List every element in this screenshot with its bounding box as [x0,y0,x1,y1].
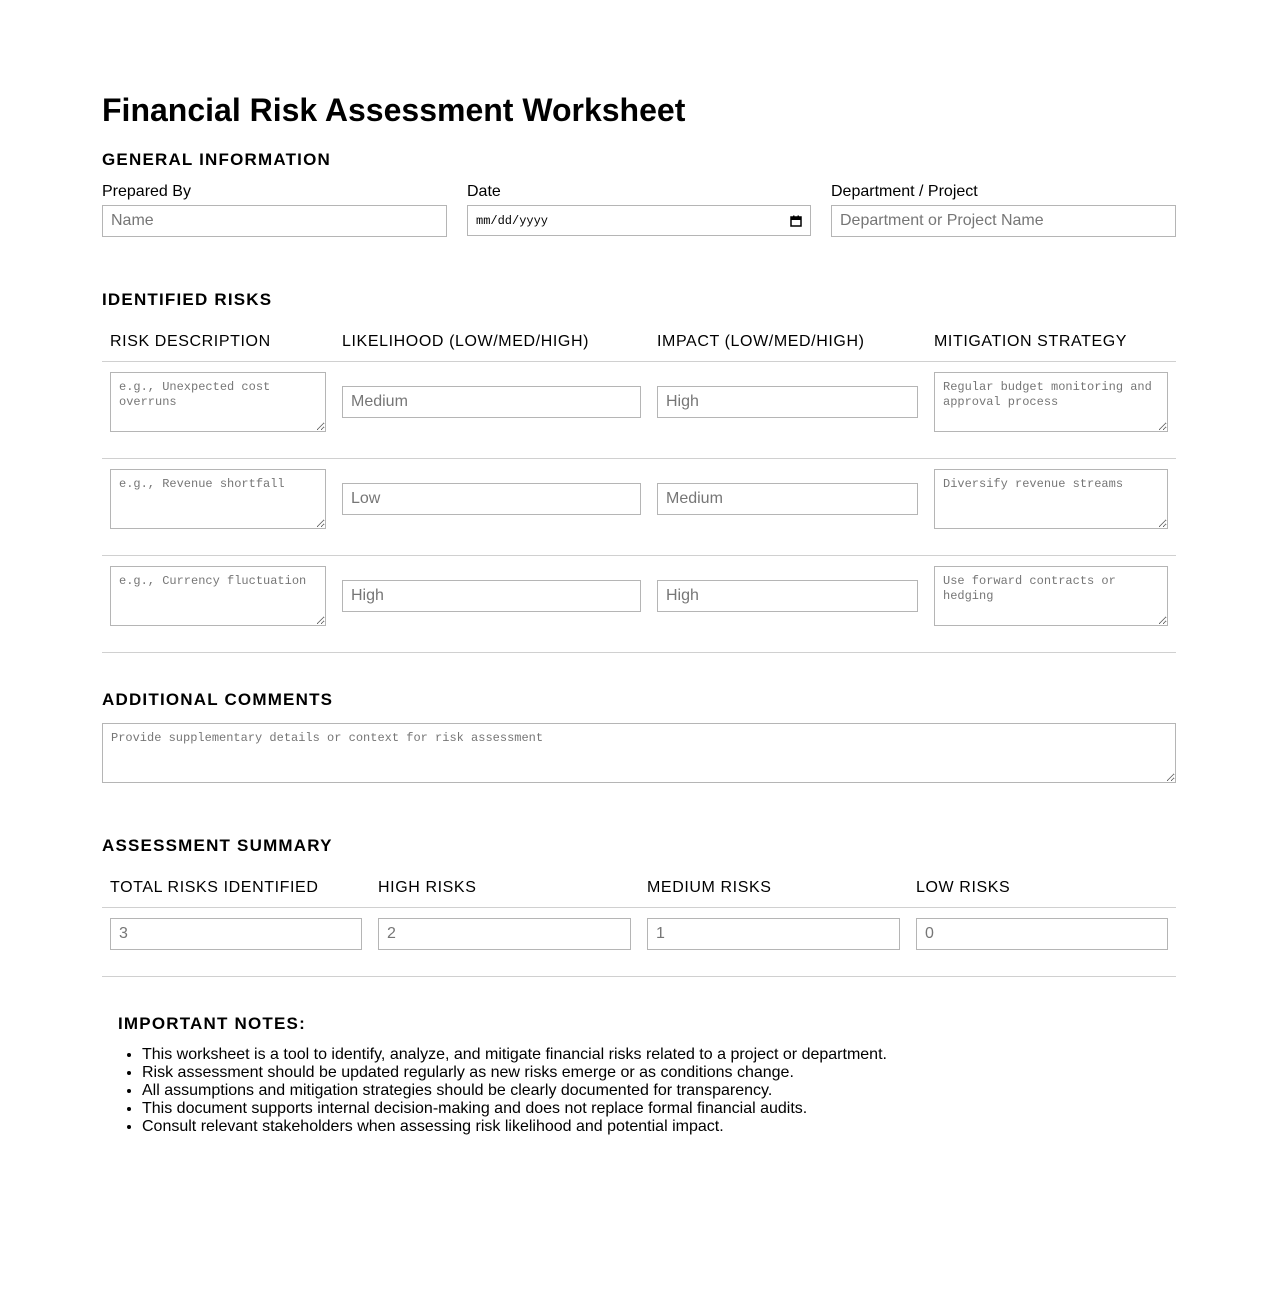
general-information-heading: GENERAL INFORMATION [102,150,331,169]
total-risks-input[interactable] [110,918,362,950]
mitigation-textarea[interactable] [934,566,1168,626]
summary-header-divider [102,907,1176,908]
mitigation-textarea[interactable] [934,469,1168,529]
note-item: • All assumptions and mitigation strategies should be clearly documented for transparency. [142,1082,887,1100]
high-risks-column-header: HIGH RISKS [378,879,477,896]
mitigation-column-header: MITIGATION STRATEGY [934,333,1128,350]
identified-risks-heading: IDENTIFIED RISKS [102,290,273,309]
date-input[interactable] [467,205,811,236]
likelihood-column-header: LIKELIHOOD (LOW/MED/HIGH) [342,333,590,350]
prepared-by-input[interactable] [102,205,447,237]
page-title: Financial Risk Assessment Worksheet [102,92,686,128]
mitigation-textarea[interactable] [934,372,1168,432]
row-divider [102,458,1176,459]
calendar-icon[interactable] [790,215,802,227]
low-risks-column-header: LOW RISKS [916,879,1011,896]
impact-input[interactable] [657,483,918,515]
date-label: Date [467,183,501,200]
impact-input[interactable] [657,580,918,612]
likelihood-input[interactable] [342,386,641,418]
note-item: • This worksheet is a tool to identify, analyze, and mitigate financial risks related to a project or department. [142,1046,887,1064]
medium-risks-input[interactable] [647,918,900,950]
risk-description-textarea[interactable] [110,566,326,626]
row-divider [102,555,1176,556]
likelihood-input[interactable] [342,580,641,612]
medium-risks-column-header: MEDIUM RISKS [647,879,772,896]
assessment-summary-heading: ASSESSMENT SUMMARY [102,836,333,855]
impact-column-header: IMPACT (LOW/MED/HIGH) [657,333,865,350]
prepared-by-label: Prepared By [102,183,191,200]
table-bottom-divider [102,652,1176,653]
important-notes-list [102,1046,887,1136]
high-risks-input[interactable] [378,918,631,950]
impact-input[interactable] [657,386,918,418]
risk-description-textarea[interactable] [110,469,326,529]
note-item: • This document supports internal decision-making and does not replace formal financial audits. [142,1100,887,1118]
additional-comments-textarea[interactable] [102,723,1176,783]
likelihood-input[interactable] [342,483,641,515]
date-input-text: mm/dd/yyyy [476,213,549,228]
risk-description-textarea[interactable] [110,372,326,432]
note-item: • Consult relevant stakeholders when assessing risk likelihood and potential impact. [142,1118,887,1136]
low-risks-input[interactable] [916,918,1168,950]
summary-bottom-divider [102,976,1176,977]
additional-comments-heading: ADDITIONAL COMMENTS [102,690,334,709]
department-input[interactable] [831,205,1176,237]
risk-description-column-header: RISK DESCRIPTION [110,333,271,350]
important-notes-heading: IMPORTANT NOTES: [118,1014,306,1033]
table-header-divider [102,361,1176,362]
total-risks-column-header: TOTAL RISKS IDENTIFIED [110,879,319,896]
note-item: • Risk assessment should be updated regularly as new risks emerge or as conditions change. [142,1064,887,1082]
department-label: Department / Project [831,183,978,200]
